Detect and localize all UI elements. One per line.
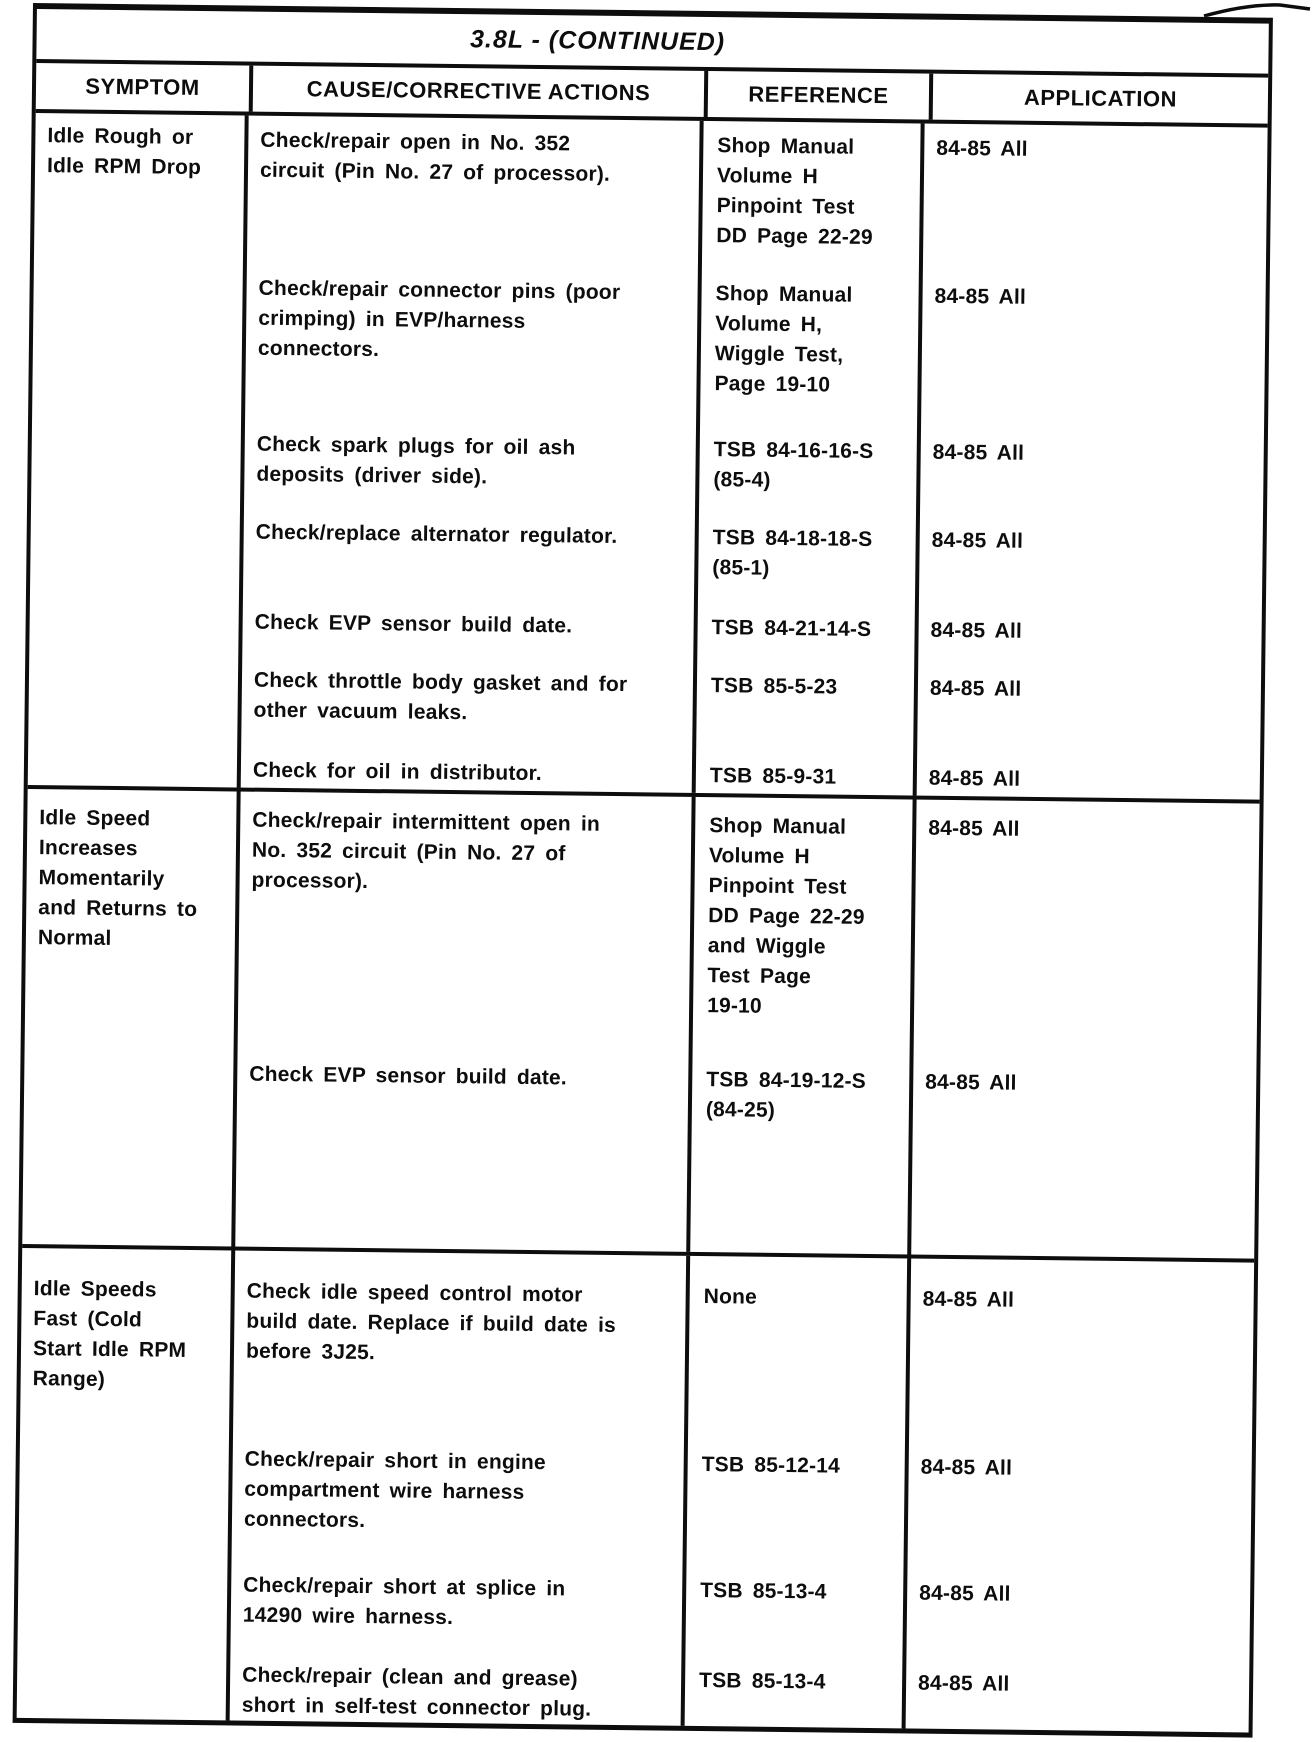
table-row xyxy=(17,1248,1254,1733)
application-text: 84-85 All xyxy=(917,1671,1010,1696)
cause-text: Check throttle body gasket and for other vacuum leaks. xyxy=(253,668,628,725)
entry xyxy=(234,1276,1254,1378)
entry xyxy=(243,518,1263,590)
reference-text: TSB 85-12-14 xyxy=(701,1453,841,1478)
reference-text: TSB 85-5-23 xyxy=(710,674,838,699)
column-header-cause: CAUSE/CORRECTIVE ACTIONS xyxy=(253,66,709,117)
application-text: 84-85 All xyxy=(925,1070,1017,1095)
entry xyxy=(247,126,1267,258)
reference-text: Shop Manual Volume H Pinpoint Test DD Page 22-29 xyxy=(716,134,873,249)
entry xyxy=(237,1060,1257,1132)
cause-text: Check spark plugs for oil ash deposits (driver side). xyxy=(256,432,576,489)
application-text: 84-85 All xyxy=(932,440,1025,465)
reference-text: TSB 84-18-18-S (85-1) xyxy=(712,526,873,580)
entry xyxy=(232,1444,1252,1546)
row-entries xyxy=(230,1250,1255,1732)
cause-text: Check for oil in distributor. xyxy=(252,758,543,786)
cause-text: Check/repair (clean and grease) short in self-test connector plug. xyxy=(241,1663,592,1721)
application-text: 84-85 All xyxy=(920,1455,1013,1480)
row-entries xyxy=(235,792,1259,1259)
reference-text: TSB 84-19-12-S (84-25) xyxy=(705,1068,867,1122)
application-text: 84-85 All xyxy=(928,816,1020,841)
entry xyxy=(241,666,1261,738)
cause-text: Check/repair open in No. 352 circuit (Pin No. 27 of processor). xyxy=(259,128,611,186)
reference-text: Shop Manual Volume H Pinpoint Test DD Page 22-29 and Wiggle Test Page 19-10 xyxy=(707,814,865,1018)
reference-text: None xyxy=(703,1285,758,1309)
cause-text: Check EVP sensor build date. xyxy=(254,610,573,638)
reference-text: TSB 84-21-14-S xyxy=(711,616,872,641)
page-title: 3.8L - (CONTINUED) xyxy=(469,24,726,56)
entry xyxy=(244,430,1264,502)
reference-text: TSB 84-16-16-S (85-4) xyxy=(713,438,874,492)
reference-text: TSB 85-13-4 xyxy=(700,1579,827,1604)
application-text: 84-85 All xyxy=(931,528,1024,553)
symptom-cell: Idle Speed Increases Momentarily and Returns to Normal xyxy=(22,789,240,1246)
application-text: 84-85 All xyxy=(919,1581,1011,1606)
cause-text: Check/repair short at splice in 14290 wire harness. xyxy=(242,1573,566,1630)
column-header-symptom: SYMPTOM xyxy=(36,63,254,112)
reference-text: Shop Manual Volume H, Wiggle Test, Page 19-10 xyxy=(714,282,853,397)
entry xyxy=(238,806,1259,1028)
reference-text: TSB 85-13-4 xyxy=(699,1669,826,1694)
application-text: 84-85 All xyxy=(934,284,1027,309)
application-text: 84-85 All xyxy=(930,618,1023,643)
cause-text: Check idle speed control motor build date. Replace if build date is before 3J25. xyxy=(245,1279,617,1365)
entry xyxy=(242,608,1261,650)
table-row xyxy=(22,789,1259,1263)
cause-text: Check EVP sensor build date. xyxy=(249,1062,568,1090)
cause-text: Check/replace alternator regulator. xyxy=(255,520,618,548)
application-text: 84-85 All xyxy=(936,136,1028,161)
cause-text: Check/repair short in engine compartment wire harness connectors. xyxy=(243,1447,547,1533)
symptom-cell: Idle Speeds Fast (Cold Start Idle RPM Range) xyxy=(17,1248,236,1720)
entry xyxy=(245,274,1265,406)
cause-text: Check/repair intermittent open in No. 352 circuit (Pin No. 27 of processor). xyxy=(251,808,601,894)
troubleshooting-table xyxy=(13,3,1273,1738)
application-text: 84-85 All xyxy=(929,676,1022,701)
entry xyxy=(241,756,1260,798)
application-text: 84-85 All xyxy=(928,766,1021,791)
column-header-reference: REFERENCE xyxy=(708,71,934,120)
row-entries xyxy=(241,116,1268,800)
table-row xyxy=(28,113,1268,804)
column-header-application: APPLICATION xyxy=(1023,84,1178,112)
entry xyxy=(230,1660,1250,1732)
cause-text: Check/repair connector pins (poor crimping) in EVP/harness connectors. xyxy=(257,276,621,362)
application-text: 84-85 All xyxy=(922,1287,1015,1312)
symptom-cell: Idle Rough or Idle RPM Drop xyxy=(28,113,249,787)
reference-text: TSB 85-9-31 xyxy=(709,764,837,789)
entry xyxy=(231,1570,1251,1642)
